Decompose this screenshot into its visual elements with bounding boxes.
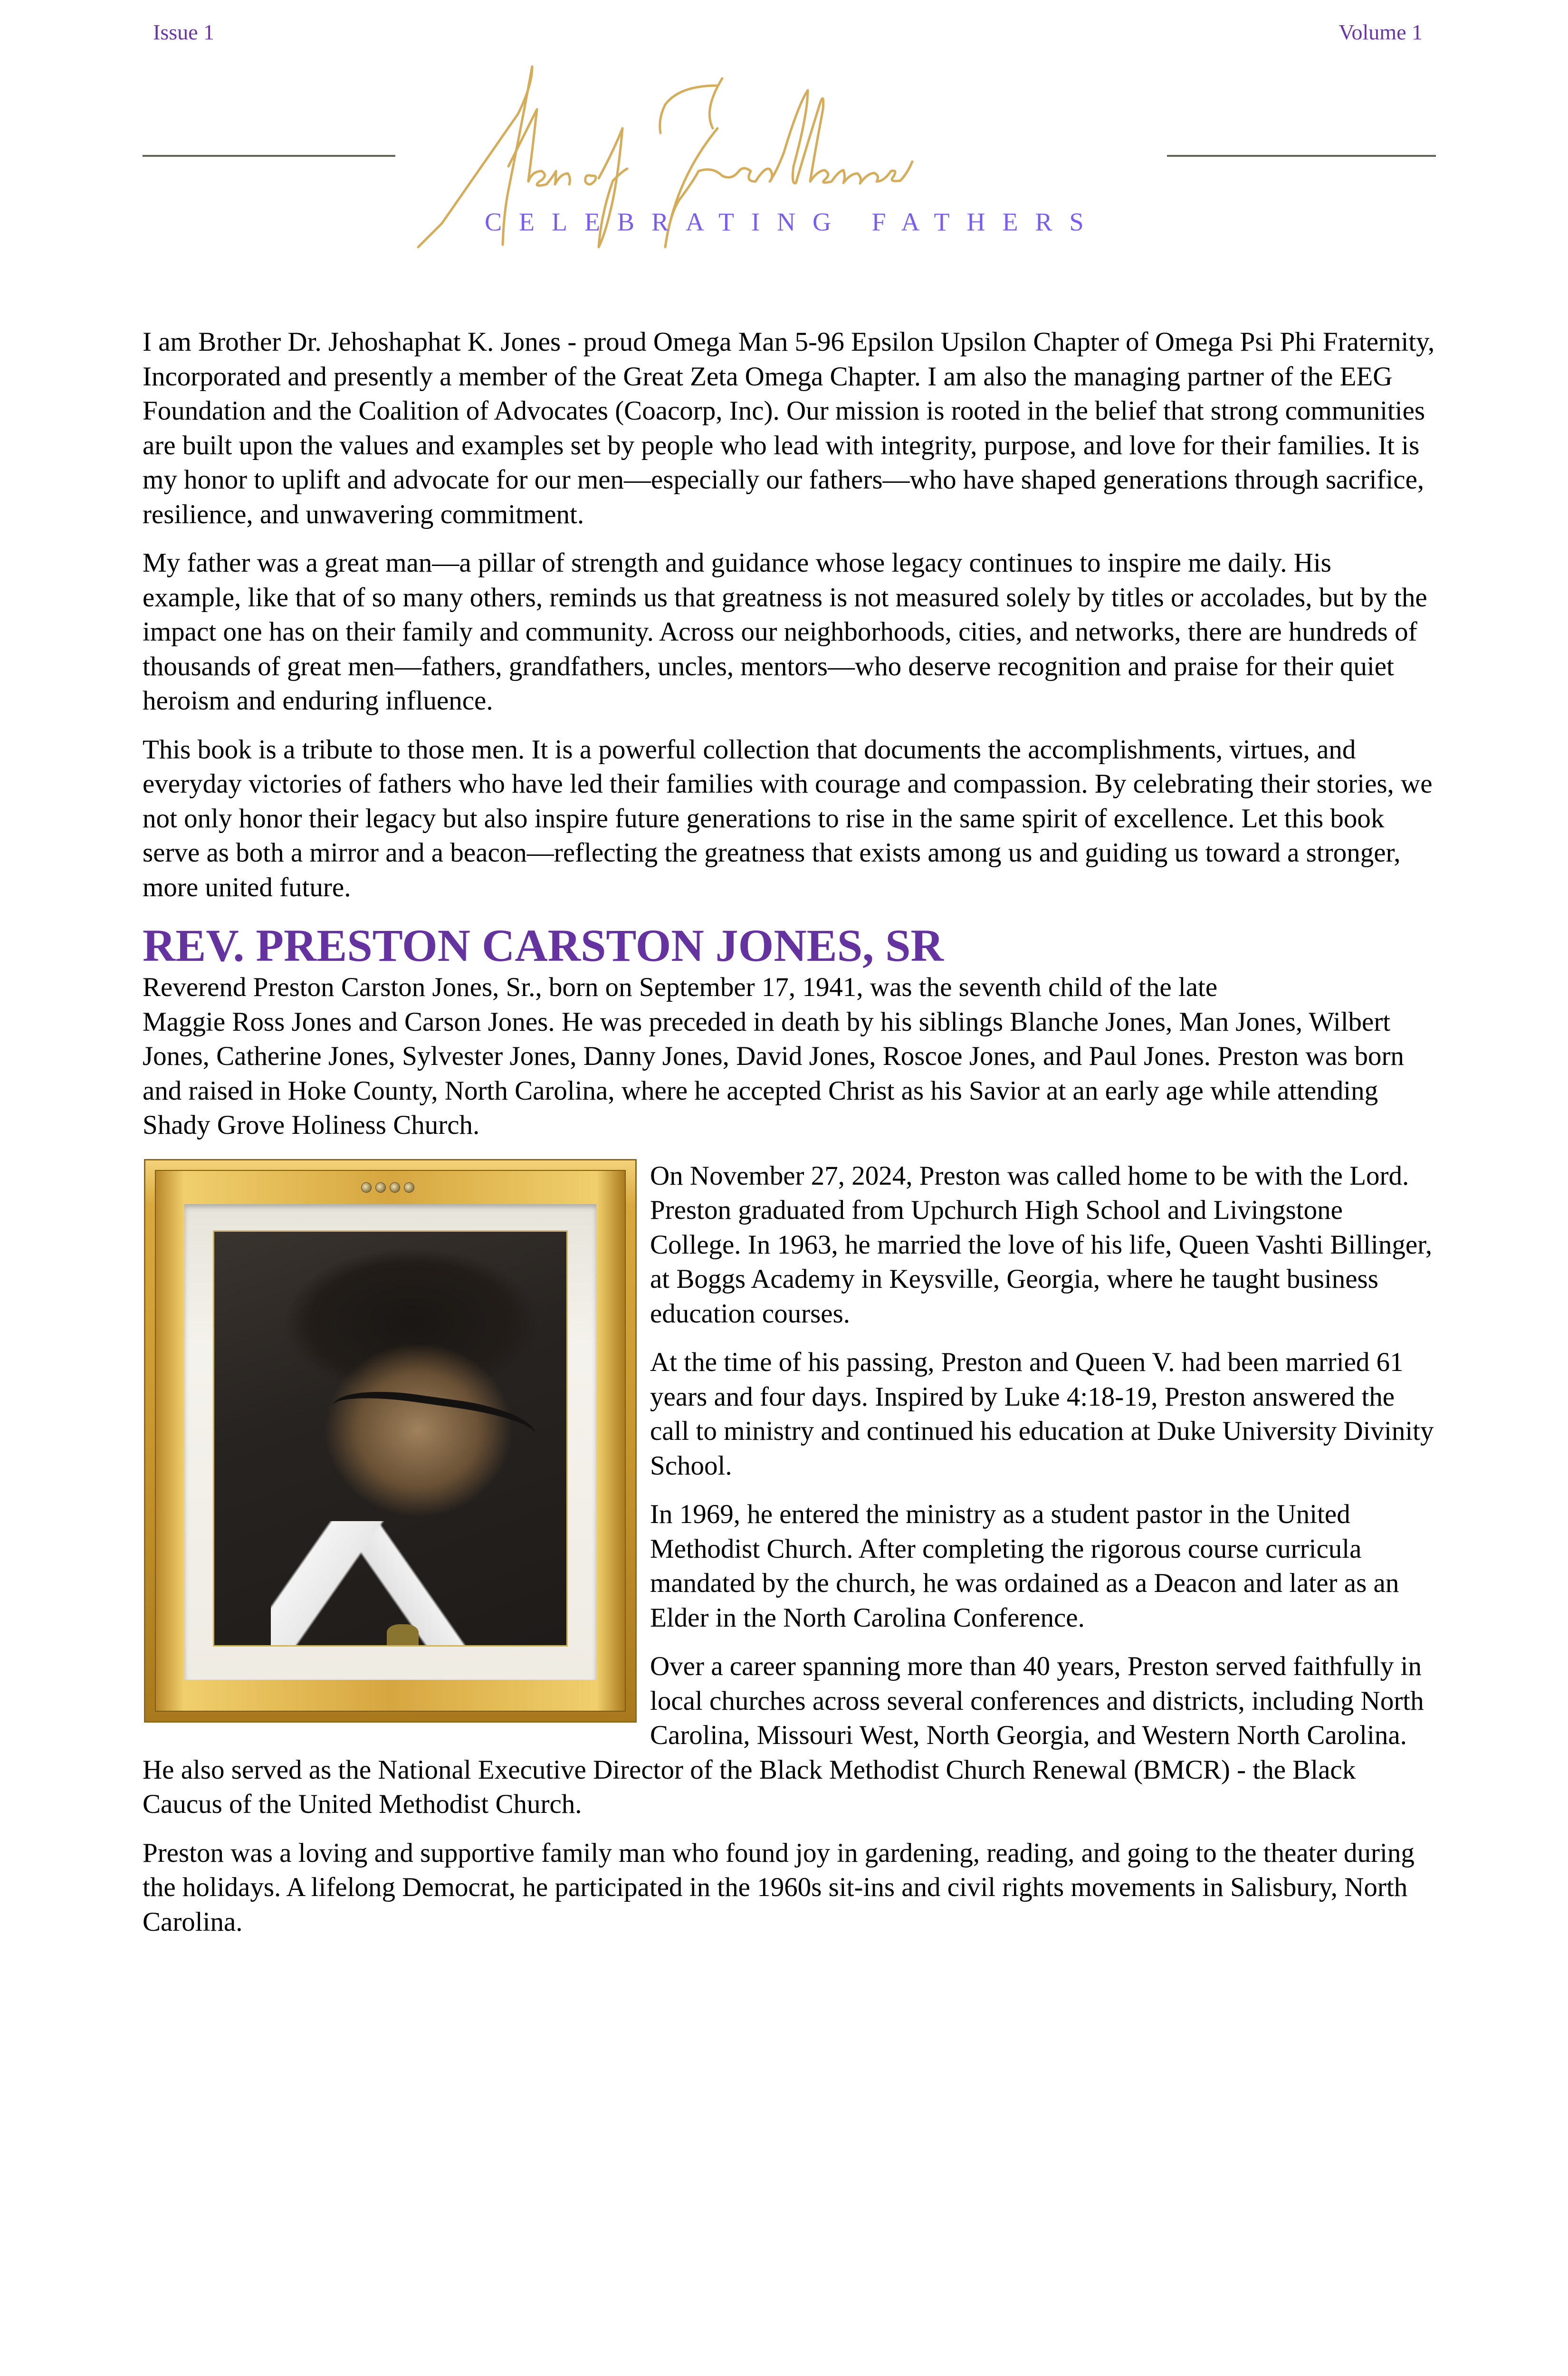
frame-screw-icon (361, 1182, 372, 1193)
portrait-frame (144, 1159, 637, 1723)
frame-screw-icon (404, 1182, 414, 1193)
portrait-glasses (327, 1383, 537, 1468)
portrait-photo (213, 1230, 568, 1647)
profile-name-heading: REV. PRESTON CARSTON JONES, SR (143, 920, 944, 971)
issue-label: Issue 1 (153, 20, 215, 44)
article-body (143, 325, 1436, 1954)
divider-right (1167, 155, 1436, 157)
profile-intro-rest: Maggie Ross Jones and Carson Jones. He was preceded in death by his siblings Blanche Jones, Man Jones, Wilbert Jones, Catherine Jones, Sylvester Jones, Danny Jones, David Jones, Roscoe Jones, and Paul Jones. Preston was born and raised in Hoke County, North Carolina, where he accepted Christ as his Savior at an early age while attending Shady Grove Holiness Church. (143, 1006, 1404, 1140)
bio-paragraph-1: On November 27, 2024, Preston was called home to be with the Lord. Preston graduated from Upchurch High School and Livingstone College. In 1963, he married the love of his life, Queen Vashti Billinger, at Boggs Academy in Keysville, Georgia, where he taught business education courses. (650, 1160, 1433, 1329)
bio-paragraph-5: Preston was a loving and supportive family man who found joy in gardening, reading, and going to the theater during the holidays. A lifelong Democrat, he participated in the 1960s sit-ins and civil rights movements in Salisbury, North Carolina. (143, 1838, 1415, 1937)
bio-paragraph-4: Over a career spanning more than 40 years, Preston served faithfully in local churches across several conferences and districts, including North Carolina, Missouri West, North Georgia, and Western North Carolina. He also served as the National Executive Director of the Black Methodist Church Renewal (BMCR) - the Black Caucus of the United Methodist Church. (143, 1651, 1424, 1819)
portrait-tie (387, 1624, 419, 1645)
intro-paragraph-1: I am Brother Dr. Jehoshaphat K. Jones - proud Omega Man 5-96 Epsilon Upsilon Chapter of Omega Psi Phi Fraternity, Incorporated and presently a member of the Great Zeta Omega Chapter. I am also the managing partner of the EEG Foundation and the Coalition of Advocates (Coacorp, Inc). Our mission is rooted in the belief that strong communities are built upon the values and examples set by people who lead with integrity, purpose, and love for their families. It is my honor to uplift and advocate for our men—especially our fathers—who have shaped generations through sacrifice, resilience, and unwavering commitment. (143, 327, 1435, 529)
bio-paragraph-2: At the time of his passing, Preston and Queen V. had been married 61 years and four days. Inspired by Luke 4:18-19, Preston answered the call to ministry and continued his education at Duke University Divinity School. (650, 1347, 1434, 1481)
intro-paragraph-3: This book is a tribute to those men. It is a powerful collection that documents the accomplishments, virtues, and everyday victories of fathers who have led their families with courage and compassion. By celebrating their stories, we not only honor their legacy but also inspire future generations to rise in the same spirit of excellence. Let this book serve as both a mirror and a beacon—reflecting the greatness that exists among us and guiding us toward a stronger, more united future. (143, 734, 1433, 902)
bio-paragraph-3: In 1969, he entered the ministry as a student pastor in the United Methodist Church. After completing the rigorous course curricula mandated by the church, he was ordained as a Deacon and later as an Elder in the North Carolina Conference. (650, 1499, 1399, 1633)
frame-bevel (155, 1170, 626, 1712)
frame-screw-icon (375, 1182, 386, 1193)
profile-intro-line-1: Reverend Preston Carston Jones, Sr., born on September 17, 1941, was the seventh child of the late (143, 972, 1218, 1002)
masthead-tagline: CELEBRATING FATHERS (485, 208, 1101, 236)
volume-label: Volume 1 (1339, 20, 1423, 44)
profile-intro-paragraph (143, 970, 1436, 1143)
divider-left (143, 155, 395, 157)
frame-screw-icon (390, 1182, 400, 1193)
frame-mat (184, 1204, 596, 1680)
intro-paragraph-2: My father was a great man—a pillar of strength and guidance whose legacy continues to inspire me daily. His example, like that of so many others, reminds us that greatness is not measured solely by titles or accolades, but by the impact one has on their family and community. Across our neighborhoods, cities, and networks, there are hundreds of thousands of great men—fathers, grandfathers, uncles, mentors—who deserve recognition and praise for their quiet heroism and enduring influence. (143, 548, 1427, 716)
